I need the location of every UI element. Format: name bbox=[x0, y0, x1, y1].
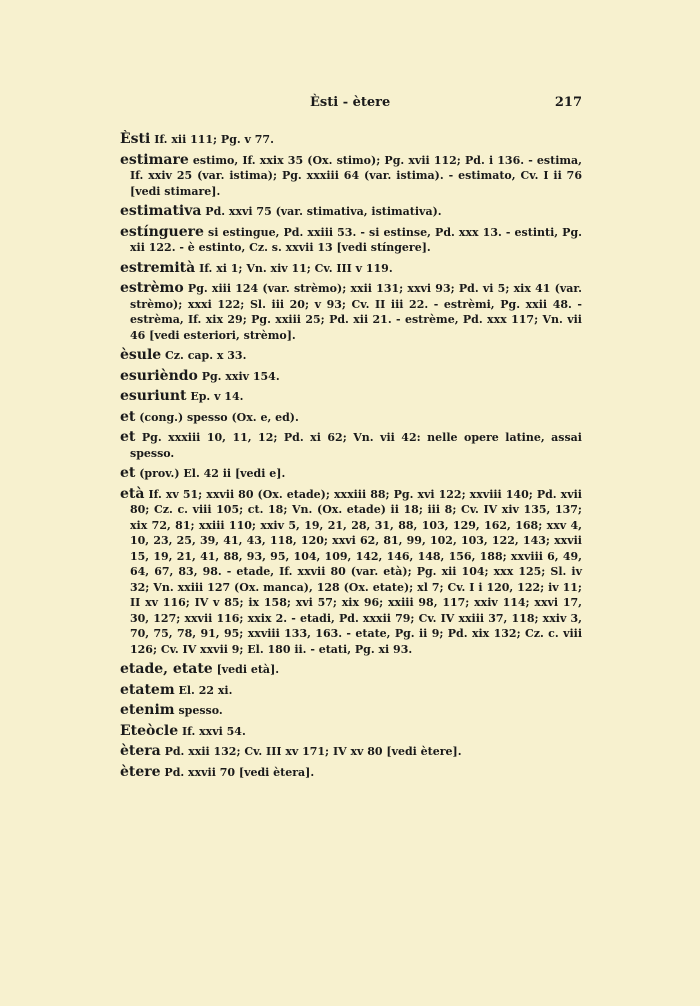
entry-text: (cong.) spesso (Ox. e, ed). bbox=[139, 410, 299, 424]
running-head: Èsti - ètere bbox=[310, 95, 391, 110]
page-header bbox=[120, 95, 582, 115]
entry-text: estimo, If. xxix 35 (Ox. stimo); Pg. xvii 112; Pd. i 136. - estima, If. xxiv 25 (var. istima); Pg. xxxiii 64 (var. istima). - estimato, Cv. I ii 76 [vedi stimare]. bbox=[130, 153, 582, 198]
entry-text: If. xii 111; Pg. v 77. bbox=[154, 133, 274, 146]
headword: estremità bbox=[120, 259, 196, 276]
entry-text: Pg. xiii 124 (var. strèmo); xxii 131; xxvi 93; Pd. vi 5; xix 41 (var. strèmo); xxxi 122; Sl. iii 20; v 93; Cv. II iii 22. - estrèmi, Pg. xxii 48. - estrèma, If. xix 29; Pg. xxiii 25; Pd. xii 21. - estrème, Pd. xxx 117; Vn. vii 46 [vedi esteriori, strèmo]. bbox=[130, 282, 582, 342]
headword: estimare bbox=[120, 151, 189, 168]
entry-text: [vedi età]. bbox=[216, 663, 280, 676]
headword: estínguere bbox=[120, 223, 204, 240]
headword: Èsti bbox=[120, 131, 151, 147]
page-number: 217 bbox=[554, 95, 582, 110]
headword: etade, etate bbox=[120, 661, 213, 677]
entry-text: If. xxvi 54. bbox=[181, 724, 246, 738]
entry-text: si estingue, Pd. xxiii 53. - si estinse, Pd. xxx 13. - estinti, Pg. xii 122. - è estinto, Cz. s. xxvii 13 [vedi stíngere]. bbox=[130, 225, 582, 254]
entry-text: Ep. v 14. bbox=[190, 390, 244, 403]
dictionary-entry bbox=[120, 410, 582, 426]
entry-text: Cz. cap. x 33. bbox=[165, 349, 247, 362]
headword: Eteòcle bbox=[120, 722, 179, 739]
entry-text: (prov.) El. 42 ii [vedi e]. bbox=[139, 467, 286, 480]
entry-text: Pd. xxii 132; Cv. III xv 171; IV xv 80 [vedi ètere]. bbox=[164, 745, 462, 758]
headword: esurièndo bbox=[120, 367, 198, 384]
headword: et bbox=[120, 429, 136, 445]
entry-text: Pg. xxxiii 10, 11, 12; Pd. xi 62; Vn. vii 42: nelle opere latine, assai spesso. bbox=[130, 431, 582, 460]
headword: etenim bbox=[120, 702, 175, 718]
dictionary-entry bbox=[120, 261, 582, 277]
dictionary-entry bbox=[120, 744, 582, 760]
dictionary-entry bbox=[120, 487, 582, 658]
dictionary-entry bbox=[120, 683, 582, 699]
dictionary-entry bbox=[120, 724, 582, 740]
dictionary-entry bbox=[120, 204, 582, 220]
entry-text: spesso. bbox=[178, 704, 223, 717]
dictionary-entry bbox=[120, 132, 582, 148]
headword: et bbox=[120, 465, 136, 481]
dictionary-entry bbox=[120, 225, 582, 256]
dictionary-entry bbox=[120, 369, 582, 385]
entry-text: El. 22 xi. bbox=[178, 683, 233, 697]
entry-text: Pg. xxiv 154. bbox=[201, 369, 280, 383]
dictionary-entry bbox=[120, 281, 582, 343]
dictionary-entry bbox=[120, 348, 582, 364]
dictionary-entry bbox=[120, 466, 582, 482]
entry-text: Pd. xxvi 75 (var. stimativa, istimativa). bbox=[205, 205, 442, 218]
dictionary-entry bbox=[120, 662, 582, 678]
headword: estimativa bbox=[120, 203, 202, 219]
dictionary-entry bbox=[120, 153, 582, 200]
headword: età bbox=[120, 485, 145, 502]
headword: ètere bbox=[120, 763, 161, 780]
dictionary-entry bbox=[120, 765, 582, 781]
headword: estrèmo bbox=[120, 280, 184, 296]
entry-text: If. xv 51; xxvii 80 (Ox. etade); xxxiii 88; Pg. xvi 122; xxviii 140; Pd. xvii 80; Cz. c. viii 105; ct. 18; Vn. (Ox. etade) ii 18; iii 8; Cv. IV xiv 135, 137; xix 72, 81; xxiii 110; xxiv 5, 19, 21, 28, 31, 88, 103, 129, 162, 168; xxv 4, 10, 23, 25, 39, 41, 43, 118, 120; xxvi 62, 81, 99, 102, 103, 122, 143; xxvii 15, 19, 21, 41, 88, 93, 95, 104, 109, 142, 146, 148, 156, 188; xxviii 6, 49, 64, 67, 83, 98. - etade, If. xxvii 80 (var. età); Pg. xii 104; xxx 125; Sl. iv 32; Vn. xxiii 127 (Ox. manca), 128 (Ox. etate); xl 7; Cv. I i 120, 122; iv 11; II xv 116; IV v 85; ix 158; xvi 57; xix 96; xxiii 98, 117; xxiv 114; xxvi 17, 30, 127; xxvii 116; xxix 2. - etadi, Pd. xxxii 79; Cv. IV xxiii 37, 118; xxiv 3, 70, 75, 78, 91, 95; xxviii 133, 163. - etate, Pg. ii 9; Pd. xix 132; Cz. c. viii 126; Cv. IV xxvii 9; El. 180 ii. - etati, Pg. xi 93. bbox=[130, 487, 582, 656]
headword: èsule bbox=[120, 347, 162, 363]
dictionary-entry bbox=[120, 703, 582, 719]
headword: ètera bbox=[120, 743, 161, 759]
headword: et bbox=[120, 408, 136, 425]
entry-text: If. xi 1; Vn. xiv 11; Cv. III v 119. bbox=[199, 261, 393, 275]
entry-list bbox=[120, 132, 582, 785]
dictionary-entry bbox=[120, 430, 582, 461]
entry-text: Pd. xxvii 70 [vedi ètera]. bbox=[164, 765, 315, 779]
headword: etatem bbox=[120, 681, 175, 698]
dictionary-entry bbox=[120, 389, 582, 405]
headword: esuriunt bbox=[120, 388, 187, 404]
